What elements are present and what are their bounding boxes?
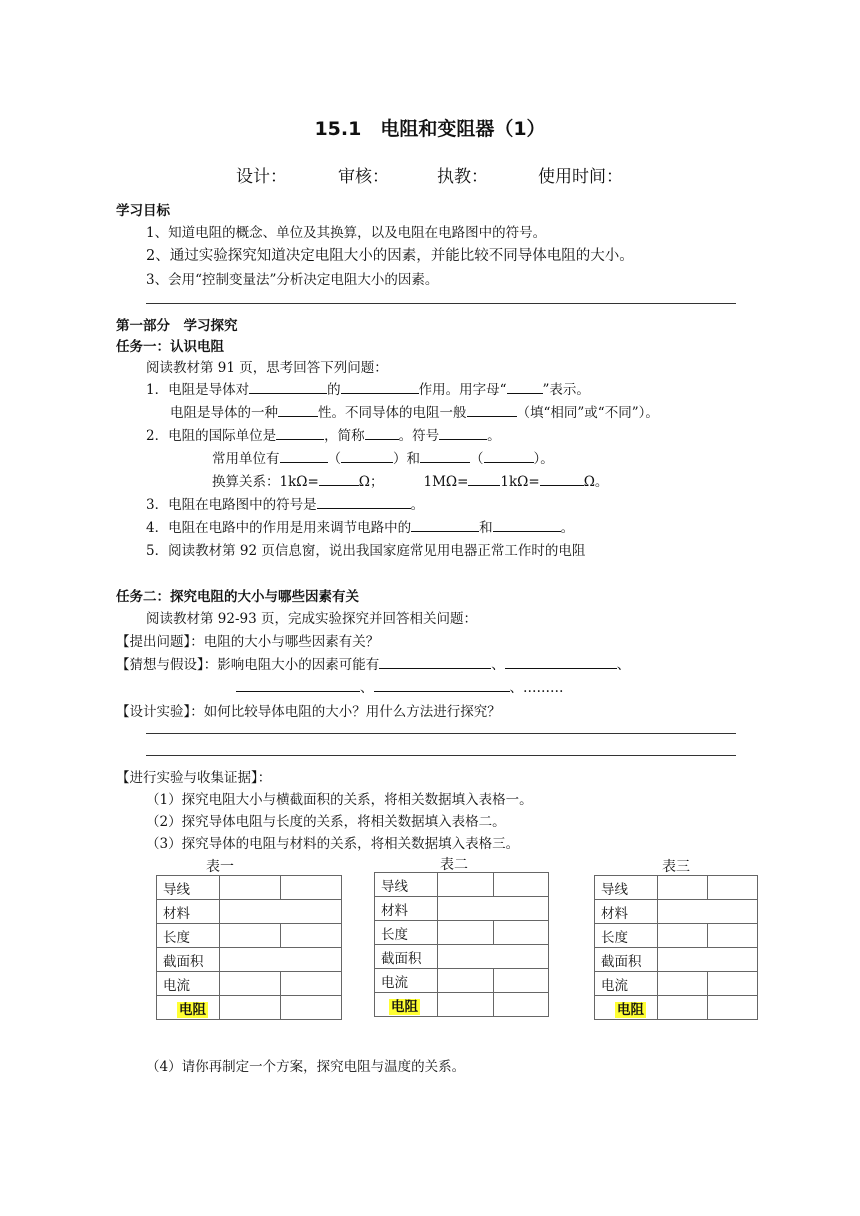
meta-time: 使用时间： [538, 167, 623, 187]
table-cell[interactable] [493, 969, 549, 993]
table-cell[interactable] [708, 972, 758, 996]
table-caption-2: 表二 [440, 857, 468, 873]
table-row: 长度 [375, 921, 549, 945]
table-cell[interactable] [493, 993, 549, 1017]
question-1a: 1．电阻是导体对 的 作用。用字母“ ”表示。 [146, 382, 590, 398]
guess-line: 【猜想与假设】：影响电阻大小的因素可能有 、 、 [116, 657, 631, 673]
table-cell[interactable] [220, 948, 342, 972]
question-2a: 2．电阻的国际单位是 ，简称 。符号 。 [146, 428, 501, 444]
task2-heading: 任务二：探究电阻的大小与哪些因素有关 [116, 589, 359, 605]
task1-intro: 阅读教材第 91 页，思考回答下列问题： [146, 360, 388, 376]
table-cell[interactable] [281, 924, 342, 948]
ask-question: 【提出问题】：电阻的大小与哪些因素有关？ [116, 634, 380, 650]
question-3: 3．电阻在电路图中的符号是 。 [146, 497, 425, 513]
table-row: 材料 [157, 900, 342, 924]
question-1b: 电阻是导体的一种 性。不同导体的电阻一般 （填“相同”或“不同”）。 [170, 405, 659, 421]
design-experiment: 【设计实验】：如何比较导体电阻的大小？用什么方法进行探究？ [116, 704, 501, 720]
page-title: 15.1 电阻和变阻器（1） [314, 118, 546, 140]
table-3 [594, 875, 758, 1020]
table-row: 导线 [157, 876, 342, 900]
table-row: 截面积 [157, 948, 342, 972]
table-row: 电阻 [157, 996, 342, 1020]
table-row: 长度 [157, 924, 342, 948]
meta-teach: 执教： [437, 167, 488, 187]
table-cell[interactable] [438, 993, 494, 1017]
step-4: （4）请你再制定一个方案，探究电阻与温度的关系。 [146, 1059, 466, 1075]
table-cell[interactable] [708, 876, 758, 900]
table-cell[interactable] [281, 996, 342, 1020]
goal-item: 2、通过实验探究知道决定电阻大小的因素，并能比较不同导体电阻的大小。 [146, 248, 634, 264]
task1-heading: 任务一：认识电阻 [116, 339, 224, 355]
table-cell[interactable] [658, 972, 708, 996]
table-row: 电阻 [375, 993, 549, 1017]
table-row: 电流 [595, 972, 758, 996]
table-row: 电流 [375, 969, 549, 993]
table-cell[interactable] [438, 897, 549, 921]
table-cell[interactable] [493, 873, 549, 897]
question-5: 5．阅读教材第 92 页信息窗，说出我国家庭常见用电器正常工作时的电阻 [146, 543, 586, 559]
table-caption-3: 表三 [662, 859, 690, 875]
table-cell[interactable] [438, 921, 494, 945]
task2-intro: 阅读教材第 92-93 页，完成实验探究并回答相关问题： [146, 611, 477, 627]
table-cell[interactable] [438, 945, 549, 969]
table-caption-1: 表一 [206, 859, 234, 875]
table-1 [156, 875, 342, 1020]
divider [146, 303, 736, 304]
goal-item: 3、会用“控制变量法”分析决定电阻大小的因素。 [146, 272, 439, 288]
table-cell[interactable] [658, 948, 758, 972]
answer-line [146, 755, 736, 756]
goal-item: 1、知道电阻的概念、单位及其换算，以及电阻在电路图中的符号。 [146, 225, 547, 241]
step-item: （3）探究导体的电阻与材料的关系，将相关数据填入表格三。 [146, 836, 520, 852]
table-cell[interactable] [220, 900, 342, 924]
table-cell[interactable] [708, 996, 758, 1020]
table-row: 电阻 [595, 996, 758, 1020]
table-row: 材料 [595, 900, 758, 924]
question-2c: 换算关系：1kΩ= Ω； 1MΩ= 1kΩ= Ω。 [212, 474, 609, 490]
meta-design: 设计： [236, 167, 287, 187]
meta-review: 审核： [338, 167, 389, 187]
goals-heading: 学习目标 [116, 203, 170, 219]
question-4: 4．电阻在电路中的作用是用来调节电路中的 和 。 [146, 520, 575, 536]
table-cell[interactable] [708, 924, 758, 948]
table-cell[interactable] [220, 996, 281, 1020]
step-item: （1）探究电阻大小与横截面积的关系，将相关数据填入表格一。 [146, 792, 533, 808]
table-cell[interactable] [220, 972, 281, 996]
conduct-heading: 【进行实验与收集证据】： [116, 770, 272, 786]
part1-heading: 第一部分 学习探究 [116, 318, 238, 334]
table-cell[interactable] [658, 876, 708, 900]
table-row: 截面积 [595, 948, 758, 972]
table-row: 导线 [595, 876, 758, 900]
table-cell[interactable] [220, 876, 281, 900]
question-2b: 常用单位有 （ ）和 （ ）。 [212, 451, 554, 467]
table-cell[interactable] [658, 900, 758, 924]
table-row: 材料 [375, 897, 549, 921]
table-cell[interactable] [658, 924, 708, 948]
table-cell[interactable] [493, 921, 549, 945]
guess-line-2: 、 、……… [236, 676, 564, 696]
table-cell[interactable] [220, 924, 281, 948]
table-2 [374, 872, 549, 1017]
table-row: 截面积 [375, 945, 549, 969]
table-row: 导线 [375, 873, 549, 897]
table-cell[interactable] [438, 873, 494, 897]
answer-line [146, 733, 736, 734]
step-item: （2）探究导体电阻与长度的关系，将相关数据填入表格二。 [146, 814, 506, 830]
table-cell[interactable] [438, 969, 494, 993]
table-cell[interactable] [281, 972, 342, 996]
table-row: 长度 [595, 924, 758, 948]
table-row: 电流 [157, 972, 342, 996]
table-cell[interactable] [658, 996, 708, 1020]
table-cell[interactable] [281, 876, 342, 900]
